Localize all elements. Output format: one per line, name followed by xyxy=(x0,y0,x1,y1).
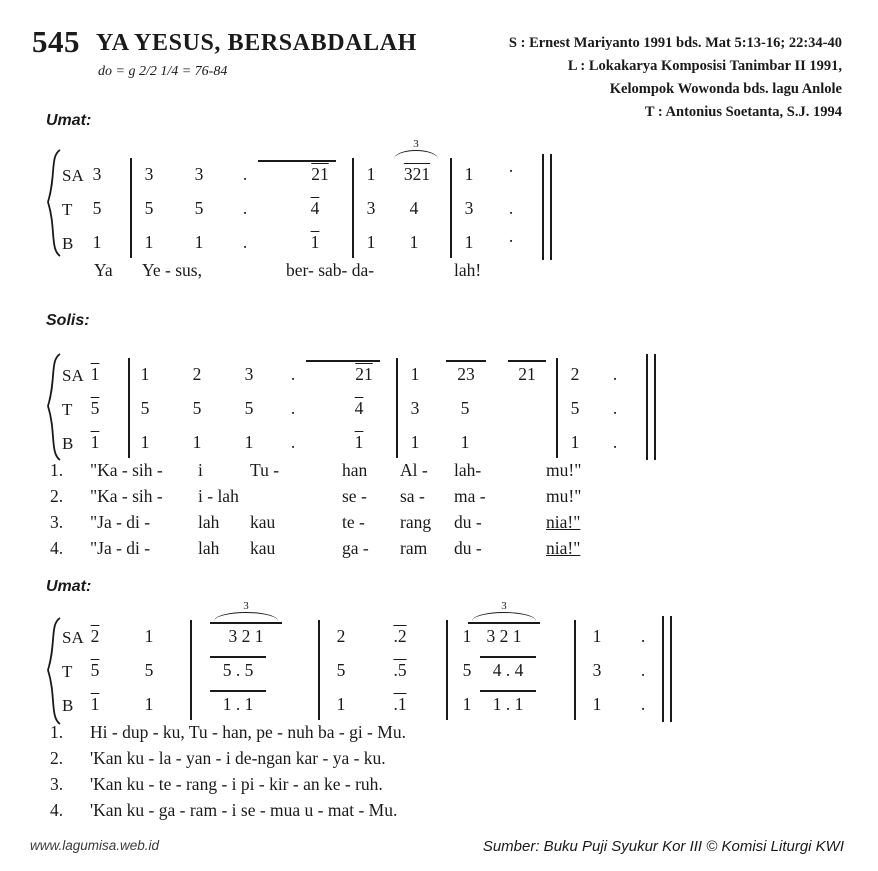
note: 5 xyxy=(90,398,100,418)
note: 2 xyxy=(192,364,202,384)
voice-label-b-3: B xyxy=(62,696,74,715)
barline xyxy=(574,620,576,720)
barline xyxy=(318,620,320,720)
note: 4 xyxy=(409,198,419,218)
lyric-word: lah- xyxy=(454,460,482,480)
note: 5 xyxy=(90,660,100,680)
note: 1 xyxy=(366,232,376,252)
note-dot: . xyxy=(612,432,618,452)
lyric-word-underlined: nia!" xyxy=(546,538,581,558)
lyric-word: Al - xyxy=(400,460,428,480)
note: 1 . 1 xyxy=(492,694,524,714)
note: 1 xyxy=(464,232,474,252)
double-barline xyxy=(670,616,672,722)
note: 1 xyxy=(144,626,154,646)
note: 3 xyxy=(144,164,154,184)
double-barline xyxy=(550,154,552,260)
note-dot: . xyxy=(612,364,618,384)
note: 21 xyxy=(355,364,373,384)
voice-label-t-2: T xyxy=(62,400,73,419)
note: 1 xyxy=(90,694,100,714)
note: 1 xyxy=(92,232,102,252)
note-dot: . xyxy=(640,694,646,714)
lyric-word: se - xyxy=(342,486,367,506)
note: 5 xyxy=(462,660,472,680)
note: 3 xyxy=(366,198,376,218)
beam xyxy=(480,690,536,692)
lyric-word: i - lah xyxy=(198,486,239,506)
note: 1 . 1 xyxy=(222,694,254,714)
lyric-word: "Ka - sih - xyxy=(90,460,163,480)
note: 5 xyxy=(192,398,202,418)
barline xyxy=(352,158,354,258)
barline xyxy=(190,620,192,720)
beam xyxy=(306,360,380,362)
lyric-word: ram xyxy=(400,538,428,558)
lyric-word: lah! xyxy=(454,260,482,280)
note: 23 xyxy=(457,364,475,384)
voice-label-b-2: B xyxy=(62,434,74,453)
note: 1 xyxy=(310,232,320,252)
staff-block-1 xyxy=(42,138,602,280)
note: 2 xyxy=(336,626,346,646)
verse-number: 1. xyxy=(50,460,64,480)
lyric-word: "Ja - di - xyxy=(90,512,151,532)
note-dot: . xyxy=(640,660,646,680)
lyric-word: "Ja - di - xyxy=(90,538,151,558)
note-dot: . xyxy=(290,364,296,384)
triplet-number: 3 xyxy=(243,600,249,612)
voice-label-t-1: T xyxy=(62,200,73,219)
note-dot: . xyxy=(290,398,296,418)
verse-line: Hi - dup - ku, Tu - han, pe - nuh ba - gi - Mu. xyxy=(90,722,406,742)
hymn-number: 545 xyxy=(32,24,80,59)
voice-label-sa-1: SA xyxy=(62,166,84,185)
note: 1 xyxy=(409,232,419,252)
barline xyxy=(128,358,130,458)
beam xyxy=(210,690,266,692)
note: 3 xyxy=(92,164,102,184)
note: 3 2 1 xyxy=(228,626,264,646)
verse-number: 2. xyxy=(50,486,64,506)
voice-label-b-1: B xyxy=(62,234,74,253)
note: 1 xyxy=(464,164,474,184)
section-label-umat-2: Umat: xyxy=(46,578,92,595)
note: 1 xyxy=(366,164,376,184)
beam xyxy=(468,622,540,624)
note-dot: . xyxy=(508,226,514,246)
note: 1 xyxy=(410,364,420,384)
note: 4 xyxy=(354,398,364,418)
note: 5 xyxy=(144,198,154,218)
credit-line-lyrics-1: L : Lokakarya Komposisi Tanimbar II 1991, xyxy=(567,58,842,74)
lyric-word: mu!" xyxy=(546,486,582,506)
lyric-word: kau xyxy=(250,512,276,532)
note: 3 xyxy=(410,398,420,418)
barline xyxy=(450,158,452,258)
triplet-number: 3 xyxy=(501,600,507,612)
voice-label-sa-2: SA xyxy=(62,366,84,385)
note: 4 xyxy=(310,198,320,218)
note-dot: . xyxy=(242,232,248,252)
double-barline xyxy=(654,354,656,460)
note: 1 xyxy=(90,364,100,384)
double-barline xyxy=(662,616,664,722)
lyric-word: ber- sab- da- xyxy=(286,260,375,280)
beam xyxy=(210,622,282,624)
note-dot: . xyxy=(242,198,248,218)
note-dot: . xyxy=(290,432,296,452)
section-label-umat-1: Umat: xyxy=(46,112,92,129)
verse-line: 'Kan ku - ga - ram - i se - mua u - mat - Mu. xyxy=(90,800,398,820)
lyric-word: rang xyxy=(400,512,432,532)
staff-brace-icon xyxy=(42,616,64,726)
barline xyxy=(556,358,558,458)
lyric-word: lah xyxy=(198,538,220,558)
note: 1 xyxy=(144,694,154,714)
lyric-word: te - xyxy=(342,512,365,532)
note: 5 xyxy=(92,198,102,218)
lyric-word-underlined: nia!" xyxy=(546,512,581,532)
lyric-word: sa - xyxy=(400,486,425,506)
double-barline xyxy=(542,154,544,260)
triplet-bracket xyxy=(214,612,278,621)
verse-number: 2. xyxy=(50,748,64,768)
staff-block-2 xyxy=(42,352,722,562)
note: 321 xyxy=(403,164,431,184)
note: 5 xyxy=(244,398,254,418)
credit-line-source: S : Ernest Mariyanto 1991 bds. Mat 5:13-16; 22:34-40 xyxy=(508,35,842,51)
note: 2 xyxy=(90,626,100,646)
note: 1 xyxy=(354,432,364,452)
credit-line-lyrics-2: Kelompok Wowonda bds. lagu Anlole xyxy=(609,81,842,97)
note: 1 xyxy=(140,364,150,384)
voice-label-t-3: T xyxy=(62,662,73,681)
footer-website[interactable]: www.lagumisa.web.id xyxy=(30,838,160,853)
note: 3 xyxy=(464,198,474,218)
beam xyxy=(210,656,266,658)
credit-line-arranger: T : Antonius Soetanta, S.J. 1994 xyxy=(644,104,842,120)
barline xyxy=(446,620,448,720)
lyric-word: Tu - xyxy=(250,460,280,480)
beam xyxy=(480,656,536,658)
voice-label-sa-3: SA xyxy=(62,628,84,647)
lyric-word: ga - xyxy=(342,538,369,558)
note: 1 xyxy=(244,432,254,452)
note: 21 xyxy=(518,364,536,384)
staff-block-3 xyxy=(42,600,762,820)
note: 1 xyxy=(570,432,580,452)
verse-line: 'Kan ku - la - yan - i de-ngan kar - ya - ku. xyxy=(90,748,386,768)
note: 1 xyxy=(410,432,420,452)
note: 5 xyxy=(140,398,150,418)
note: .2 xyxy=(393,626,407,646)
triplet-bracket xyxy=(394,150,438,159)
note: 2 xyxy=(570,364,580,384)
note: 1 xyxy=(592,694,602,714)
note-dot: . xyxy=(508,156,514,176)
note: 1 xyxy=(194,232,204,252)
note-dot: . xyxy=(508,198,514,218)
triplet-number: 3 xyxy=(413,138,419,150)
note-dot: . xyxy=(242,164,248,184)
beam xyxy=(446,360,486,362)
double-barline xyxy=(646,354,648,460)
lyric-word: i xyxy=(198,460,203,480)
note: 3 2 1 xyxy=(486,626,522,646)
footer-source: Sumber: Buku Puji Syukur Kor III © Komisi Liturgi KWI xyxy=(482,838,844,855)
note: 1 xyxy=(140,432,150,452)
note: 5 xyxy=(460,398,470,418)
lyric-word: du - xyxy=(454,538,482,558)
verse-number: 1. xyxy=(50,722,64,742)
note: 21 xyxy=(311,164,329,184)
note: 5 xyxy=(336,660,346,680)
note: 1 xyxy=(592,626,602,646)
note: 5 xyxy=(194,198,204,218)
lyric-word: du - xyxy=(454,512,482,532)
verse-number: 3. xyxy=(50,774,64,794)
section-label-solis: Solis: xyxy=(46,312,90,329)
tempo-marking: do = g 2/2 1/4 = 76-84 xyxy=(98,64,228,79)
note: 5 . 5 xyxy=(222,660,254,680)
lyric-word: Ye - sus, xyxy=(142,260,202,280)
hymn-title: YA YESUS, BERSABDALAH xyxy=(96,30,417,56)
note: 3 xyxy=(244,364,254,384)
note: .5 xyxy=(393,660,407,680)
beam xyxy=(508,360,546,362)
note: 1 xyxy=(144,232,154,252)
lyric-word: "Ka - sih - xyxy=(90,486,163,506)
note-dot: . xyxy=(612,398,618,418)
note: 3 xyxy=(194,164,204,184)
barline xyxy=(130,158,132,258)
note: 1 xyxy=(462,626,472,646)
note: 1 xyxy=(460,432,470,452)
lyric-word: lah xyxy=(198,512,220,532)
note: 5 xyxy=(144,660,154,680)
verse-number: 4. xyxy=(50,538,64,558)
note: 4 . 4 xyxy=(492,660,524,680)
note: 3 xyxy=(592,660,602,680)
note: 1 xyxy=(192,432,202,452)
triplet-bracket xyxy=(472,612,536,621)
staff-brace-icon xyxy=(42,352,64,462)
lyric-word: han xyxy=(342,460,368,480)
staff-brace-icon xyxy=(42,148,64,258)
note: 1 xyxy=(90,432,100,452)
credits-block xyxy=(412,32,842,124)
note: 5 xyxy=(570,398,580,418)
lyric-word: mu!" xyxy=(546,460,582,480)
note: .1 xyxy=(393,694,407,714)
lyric-word: kau xyxy=(250,538,276,558)
verse-number: 4. xyxy=(50,800,64,820)
beam xyxy=(258,160,336,162)
lyric-word: ma - xyxy=(454,486,486,506)
barline xyxy=(396,358,398,458)
verse-number: 3. xyxy=(50,512,64,532)
lyric-word: Ya xyxy=(94,260,113,280)
note-dot: . xyxy=(640,626,646,646)
note: 1 xyxy=(462,694,472,714)
verse-line: 'Kan ku - te - rang - i pi - kir - an ke - ruh. xyxy=(90,774,383,794)
note: 1 xyxy=(336,694,346,714)
